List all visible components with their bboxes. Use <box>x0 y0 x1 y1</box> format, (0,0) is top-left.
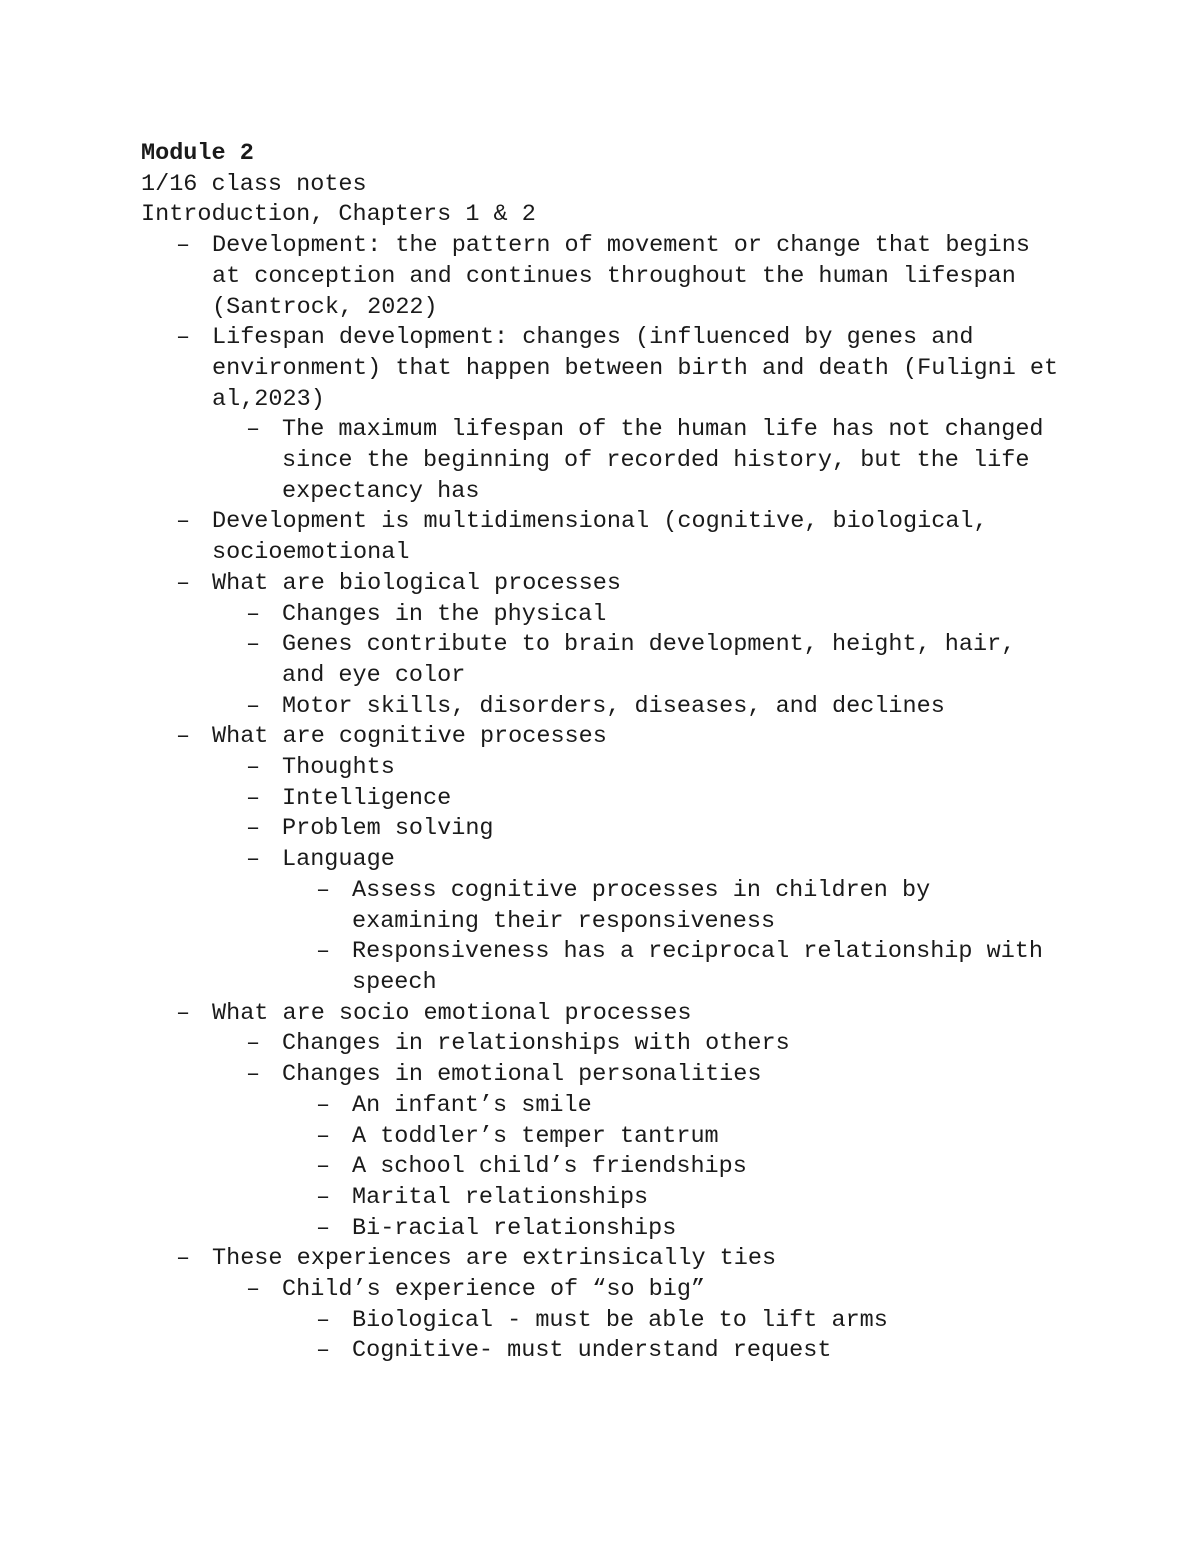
bullet-dash-icon: – <box>246 1276 261 1304</box>
bullet-dash-icon: – <box>176 1245 191 1273</box>
note-text: Biological - must be able to lift arms <box>352 1306 888 1334</box>
section-subtitle: Introduction, Chapters 1 & 2 <box>141 201 536 229</box>
note-text: Genes contribute to brain development, height, hair, and eye color <box>282 631 1016 689</box>
bullet-dash-icon: – <box>246 846 261 874</box>
note-item-level-3 <box>141 937 1061 998</box>
bullet-dash-icon: – <box>316 1306 331 1334</box>
note-text: What are biological processes <box>212 569 621 597</box>
note-item-level-3 <box>141 1306 1061 1337</box>
note-item-level-2 <box>141 692 1061 723</box>
bullet-dash-icon: – <box>176 999 191 1027</box>
bullet-dash-icon: – <box>316 1091 331 1119</box>
notes-body <box>141 139 1061 1367</box>
note-text: Assess cognitive processes in children by examining their responsiveness <box>352 876 931 935</box>
note-text: What are cognitive processes <box>212 723 607 751</box>
bullet-dash-icon: – <box>316 876 331 904</box>
note-item-level-2 <box>141 600 1061 631</box>
date-line: 1/16 class notes <box>141 170 367 198</box>
note-item-level-1 <box>141 1244 1061 1275</box>
note-item-level-1 <box>141 722 1061 753</box>
bullet-dash-icon: – <box>246 1030 261 1058</box>
note-item-level-1 <box>141 569 1061 600</box>
note-text: Child’s experience of “so big” <box>282 1276 706 1304</box>
note-text: Motor skills, disorders, diseases, and declines <box>282 692 945 720</box>
bullet-dash-icon: – <box>246 1061 261 1089</box>
note-item-level-2 <box>141 630 1061 691</box>
bullet-dash-icon: – <box>246 631 261 659</box>
note-item-level-2 <box>141 784 1061 815</box>
note-text: A school child’s friendships <box>352 1153 747 1181</box>
bullet-dash-icon: – <box>176 324 191 352</box>
note-text: Cognitive- must understand request <box>352 1337 832 1365</box>
note-text: Changes in relationships with others <box>282 1030 790 1058</box>
note-text: Lifespan development: changes (influenced by genes and environment) that happen between birth and death (Fuligni et al,2023) <box>212 324 1059 413</box>
note-item-level-3 <box>141 1122 1061 1153</box>
note-item-level-3 <box>141 1152 1061 1183</box>
bullet-dash-icon: – <box>176 508 191 536</box>
bullet-dash-icon: – <box>246 416 261 444</box>
note-item-level-3 <box>141 876 1061 937</box>
notes-list <box>141 231 1061 1367</box>
bullet-dash-icon: – <box>316 1153 331 1181</box>
bullet-dash-icon: – <box>316 1214 331 1242</box>
note-item-level-1 <box>141 323 1061 415</box>
note-text: Marital relationships <box>352 1183 649 1211</box>
bullet-dash-icon: – <box>246 784 261 812</box>
bullet-dash-icon: – <box>246 692 261 720</box>
note-item-level-3 <box>141 1336 1061 1367</box>
note-text: Bi-racial relationships <box>352 1214 677 1242</box>
note-text: A toddler’s temper tantrum <box>352 1122 719 1150</box>
note-item-level-2 <box>141 415 1061 507</box>
bullet-dash-icon: – <box>316 1337 331 1365</box>
note-item-level-2 <box>141 1060 1061 1091</box>
module-title: Module 2 <box>141 140 254 167</box>
note-item-level-2 <box>141 814 1061 845</box>
note-item-level-3 <box>141 1091 1061 1122</box>
note-item-level-1 <box>141 507 1061 568</box>
bullet-dash-icon: – <box>316 1122 331 1150</box>
note-text: These experiences are extrinsically ties <box>212 1245 777 1273</box>
note-text: An infant’s smile <box>352 1091 592 1119</box>
note-item-level-2 <box>141 753 1061 784</box>
note-text: Development: the pattern of movement or change that begins at conception and continues throughout the human lifespan (Santrock, 2022) <box>212 232 1030 321</box>
bullet-dash-icon: – <box>246 815 261 843</box>
note-text: Language <box>282 846 395 874</box>
bullet-dash-icon: – <box>316 1183 331 1211</box>
bullet-dash-icon: – <box>246 754 261 782</box>
note-text: Thoughts <box>282 754 395 782</box>
note-text: Responsiveness has a reciprocal relationship with speech <box>352 938 1044 996</box>
bullet-dash-icon: – <box>176 569 191 597</box>
bullet-dash-icon: – <box>246 600 261 628</box>
note-text: Development is multidimensional (cognitive, biological, socioemotional <box>212 508 988 567</box>
note-text: The maximum lifespan of the human life has not changed since the beginning of recorded history, but the life expectancy has <box>282 416 1044 505</box>
note-item-level-2 <box>141 845 1061 876</box>
note-text: Changes in the physical <box>282 600 607 628</box>
note-text: Problem solving <box>282 815 494 843</box>
note-text: Changes in emotional personalities <box>282 1061 762 1089</box>
note-text: What are socio emotional processes <box>212 999 692 1027</box>
note-item-level-2 <box>141 1029 1061 1060</box>
note-item-level-2 <box>141 1275 1061 1306</box>
bullet-dash-icon: – <box>316 938 331 966</box>
note-item-level-3 <box>141 1183 1061 1214</box>
note-item-level-1 <box>141 999 1061 1030</box>
note-item-level-1 <box>141 231 1061 323</box>
bullet-dash-icon: – <box>176 232 191 260</box>
bullet-dash-icon: – <box>176 723 191 751</box>
note-item-level-3 <box>141 1214 1061 1245</box>
note-text: Intelligence <box>282 784 452 812</box>
